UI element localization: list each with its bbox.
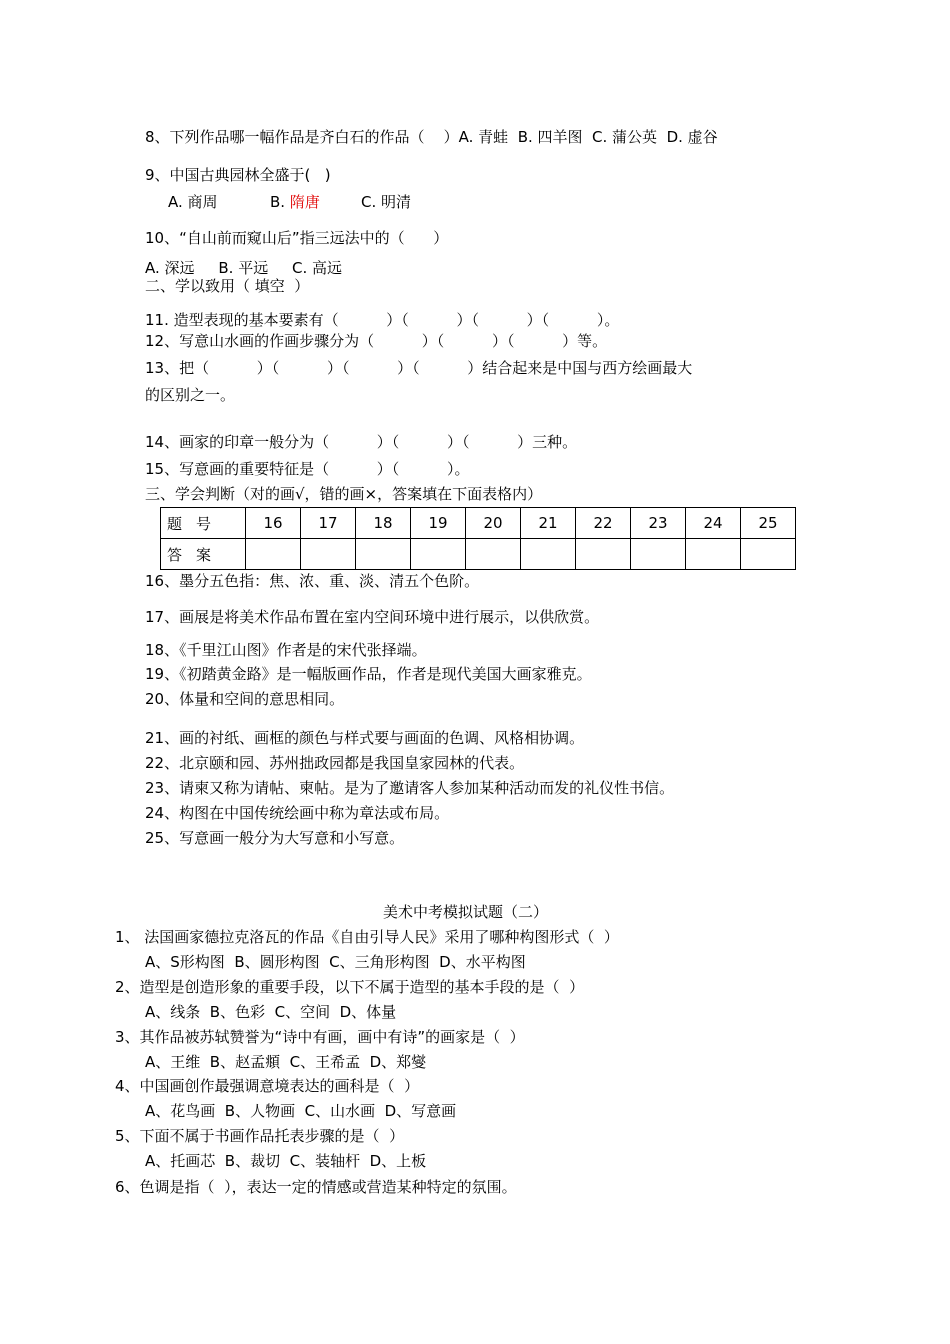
statement-20: 20、体量和空间的意思相同。 — [145, 690, 345, 708]
statement-21: 21、画的衬纸、画框的颜色与样式要与画面的色调、风格相协调。 — [145, 729, 585, 747]
question-14: 14、画家的印章一般分为（ ）（ ）（ ）三种。 — [145, 433, 578, 451]
answer-cell[interactable] — [686, 539, 741, 570]
question-9-option-b — [270, 192, 320, 212]
question-13-line-1: 13、把（ ）（ ）（ ）（ ）结合起来是中国与西方绘画最大 — [145, 359, 693, 377]
table-cell-number: 24 — [686, 508, 741, 539]
answer-cell[interactable] — [466, 539, 521, 570]
table-cell-number: 17 — [301, 508, 356, 539]
question-4-options: A、花鸟画 B、人物画 C、山水画 D、写意画 — [145, 1102, 457, 1120]
question-6: 6、色调是指（ ），表达一定的情感或营造某种特定的氛围。 — [115, 1178, 517, 1196]
table-header-answer: 答案 — [161, 539, 246, 570]
table-row-answers — [161, 539, 796, 570]
table-cell-number: 23 — [631, 508, 686, 539]
question-3-options: A、王维 B、赵孟頫 C、王希孟 D、郑燮 — [145, 1053, 427, 1071]
table-cell-number: 19 — [411, 508, 466, 539]
table-cell-number: 25 — [741, 508, 796, 539]
statement-25: 25、写意画一般分为大写意和小写意。 — [145, 829, 405, 847]
statement-23: 23、请柬又称为请帖、柬帖。是为了邀请客人参加某种活动而发的礼仪性书信。 — [145, 779, 675, 797]
question-10: 10、“自山前而窥山后”指三远法中的（ ） — [145, 229, 449, 247]
question-11: 11. 造型表现的基本要素有（ ）（ ）（ ）（ ）。 — [145, 311, 620, 329]
table-row-numbers — [161, 508, 796, 539]
answer-cell[interactable] — [631, 539, 686, 570]
answer-cell[interactable] — [741, 539, 796, 570]
question-15: 15、写意画的重要特征是（ ）（ ）。 — [145, 460, 470, 478]
statement-16: 16、墨分五色指：焦、浓、重、淡、清五个色阶。 — [145, 572, 480, 590]
question-2-options: A、线条 B、色彩 C、空间 D、体量 — [145, 1003, 397, 1021]
table-cell-number: 18 — [356, 508, 411, 539]
answer-cell[interactable] — [356, 539, 411, 570]
table-cell-number: 20 — [466, 508, 521, 539]
table-cell-number: 16 — [246, 508, 301, 539]
question-10-options: A. 深远 B. 平远 C. 高远 — [145, 259, 343, 277]
statement-19: 19、《初踏黄金路》是一幅版画作品，作者是现代美国大画家雅克。 — [145, 665, 592, 683]
question-8: 8、下列作品哪一幅作品是齐白石的作品（ ）A. 青蛙 B. 四羊图 C. 蒲公英 D. 虚谷 — [145, 128, 718, 146]
question-12: 12、写意山水画的作画步骤分为（ ）（ ）（ ）等。 — [145, 332, 608, 350]
question-9: 9、中国古典园林全盛于( ) — [145, 166, 331, 184]
option-b-prefix: B. — [270, 193, 286, 211]
answer-table — [160, 507, 796, 570]
statement-18: 18、《千里江山图》作者是的宋代张择端。 — [145, 641, 427, 659]
answer-cell[interactable] — [301, 539, 356, 570]
question-2: 2、造型是创造形象的重要手段，以下不属于造型的基本手段的是（ ） — [115, 978, 585, 996]
statement-17: 17、画展是将美术作品布置在室内空间环境中进行展示，以供欣赏。 — [145, 608, 600, 626]
question-4: 4、中国画创作最强调意境表达的画科是（ ） — [115, 1077, 420, 1095]
statement-22: 22、北京颐和园、苏州拙政园都是我国皇家园林的代表。 — [145, 754, 525, 772]
question-9-option-c: C. 明清 — [361, 193, 412, 211]
table-cell-number: 22 — [576, 508, 631, 539]
question-9-option-a: A. 商周 — [168, 193, 218, 211]
question-1: 1、 法国画家德拉克洛瓦的作品《自由引导人民》采用了哪种构图形式（ ） — [115, 928, 619, 946]
question-5-options: A、托画芯 B、裁切 C、装轴杆 D、上板 — [145, 1152, 427, 1170]
statement-24: 24、构图在中国传统绘画中称为章法或布局。 — [145, 804, 450, 822]
option-b-answer: 隋唐 — [289, 193, 320, 211]
question-3: 3、其作品被苏轼赞誉为“诗中有画，画中有诗”的画家是（ ） — [115, 1028, 525, 1046]
table-header-number: 题号 — [161, 508, 246, 539]
answer-cell[interactable] — [411, 539, 466, 570]
question-13-line-2: 的区别之一。 — [145, 386, 236, 404]
answer-cell[interactable] — [576, 539, 631, 570]
section-3-heading: 三、学会判断（对的画√，错的画×，答案填在下面表格内） — [145, 485, 543, 503]
table-cell-number: 21 — [521, 508, 576, 539]
section-2-heading: 二、学以致用（ 填空 ） — [145, 277, 310, 295]
question-5: 5、下面不属于书画作品托表步骤的是（ ） — [115, 1127, 405, 1145]
answer-cell[interactable] — [246, 539, 301, 570]
question-1-options: A、S形构图 B、圆形构图 C、三角形构图 D、水平构图 — [145, 953, 526, 971]
exam-title: 美术中考模拟试题（二） — [383, 903, 549, 921]
answer-cell[interactable] — [521, 539, 576, 570]
